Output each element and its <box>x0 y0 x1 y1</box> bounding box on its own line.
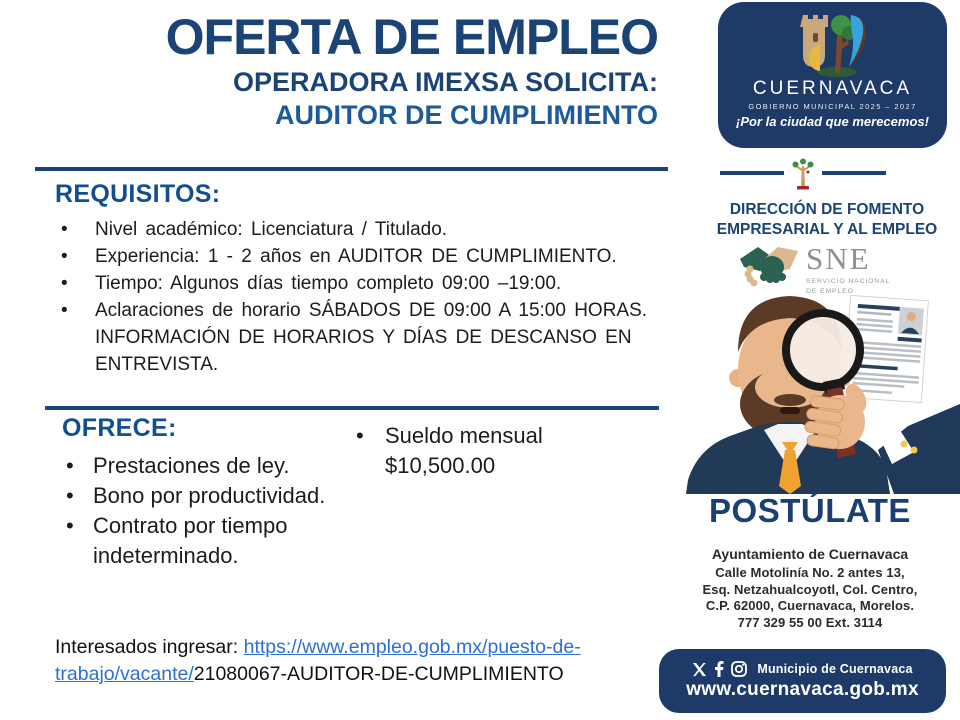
social-account-name: Municipio de Cuernavaca <box>757 662 913 676</box>
sne-acronym: SNE <box>806 241 871 276</box>
divider-rule-middle <box>45 406 659 410</box>
requisitos-section <box>55 180 665 379</box>
requisito-item: • Nivel académico: Licenciatura / Titulado. <box>55 217 665 244</box>
address-neighborhood: Esq. Netzahualcoyotl, Col. Centro, <box>702 581 918 597</box>
magnifier-icon <box>786 313 860 387</box>
cuernavaca-logo-box <box>718 2 947 148</box>
cta-postulate: POSTÚLATE <box>709 492 911 529</box>
position-line: AUDITOR DE CUMPLIMIENTO <box>274 99 658 130</box>
address-street: Calle Motolinía No. 2 antes 13, <box>715 565 905 580</box>
website-url: www.cuernavaca.gob.mx <box>686 679 919 700</box>
requisito-item: • Experiencia: 1 - 2 años en AUDITOR DE CUMPLIMIENTO. <box>55 244 665 271</box>
department-line2: EMPRESARIAL Y AL EMPLEO <box>716 220 938 238</box>
address-phone: 777 329 55 00 Ext. 3114 <box>737 614 883 630</box>
department-line1: DIRECCIÓN DE FOMENTO <box>729 201 925 218</box>
requisito-item: • Tiempo: Algunos días tiempo completo 09:00 –19:00. <box>55 271 665 298</box>
instagram-icon <box>731 661 747 677</box>
ofrece-section <box>62 414 350 571</box>
address-city: C.P. 62000, Cuernavaca, Morelos. <box>705 598 915 614</box>
recruiter-illustration <box>680 286 960 494</box>
salary-block <box>352 421 602 481</box>
logo-city-name: CUERNAVACA <box>752 78 913 99</box>
ofrece-item: • Contrato por tiempo indeterminado. <box>62 511 350 571</box>
requisitos-list <box>55 217 665 379</box>
salary-label: Sueldo mensual <box>385 423 543 448</box>
ofrece-list <box>62 451 350 571</box>
sne-name-line1: SERVICIO NACIONAL <box>806 278 891 285</box>
facebook-icon <box>714 661 724 677</box>
cuernavaca-emblem-icon <box>791 11 875 77</box>
divider-rule-top <box>35 167 668 171</box>
vacancy-code: 21080067-AUDITOR-DE-CUMPLIMIENTO <box>193 662 564 685</box>
footer-social-box <box>659 649 946 713</box>
logo-slogan: ¡Por la ciudad que merecemos! <box>736 114 929 129</box>
page-title: OFERTA DE EMPLEO <box>165 9 658 65</box>
salary-amount: $10,500.00 <box>385 452 496 478</box>
logo-government-line: GOBIERNO MUNICIPAL 2025 – 2027 <box>748 102 917 111</box>
vacancy-link[interactable]: https://www.empleo.gob.mx/puesto-de- <box>243 636 581 658</box>
sne-name-line2: DE EMPLEO <box>806 288 854 296</box>
flyer-header <box>40 10 658 130</box>
address-block <box>690 546 930 632</box>
company-line: OPERADORA IMEXSA SOLICITA: <box>232 67 658 97</box>
department-name <box>707 200 947 240</box>
vacancy-link[interactable]: trabajo/vacante/ <box>55 662 194 685</box>
address-org: Ayuntamiento de Cuernavaca <box>711 546 909 562</box>
ofrece-item: • Prestaciones de ley. <box>62 451 350 481</box>
handshake-icon <box>738 243 800 289</box>
ofrece-item: • Bono por productividad. <box>62 481 350 511</box>
x-twitter-icon <box>692 662 707 677</box>
apply-prefix: Interesados ingresar: <box>55 636 244 658</box>
requisito-item: • Aclaraciones de horario SÁBADOS DE 09:00 A 15:00 HORAS. INFORMACIÓN DE HORARIOS Y DÍAS DE DESCANSO EN ENTREVISTA. <box>55 298 665 379</box>
apply-note <box>55 634 645 688</box>
ofrece-heading: OFRECE: <box>62 414 177 442</box>
requisitos-heading: REQUISITOS: <box>55 180 221 208</box>
sidebar-divider <box>718 158 888 194</box>
tree-icon <box>792 158 814 192</box>
